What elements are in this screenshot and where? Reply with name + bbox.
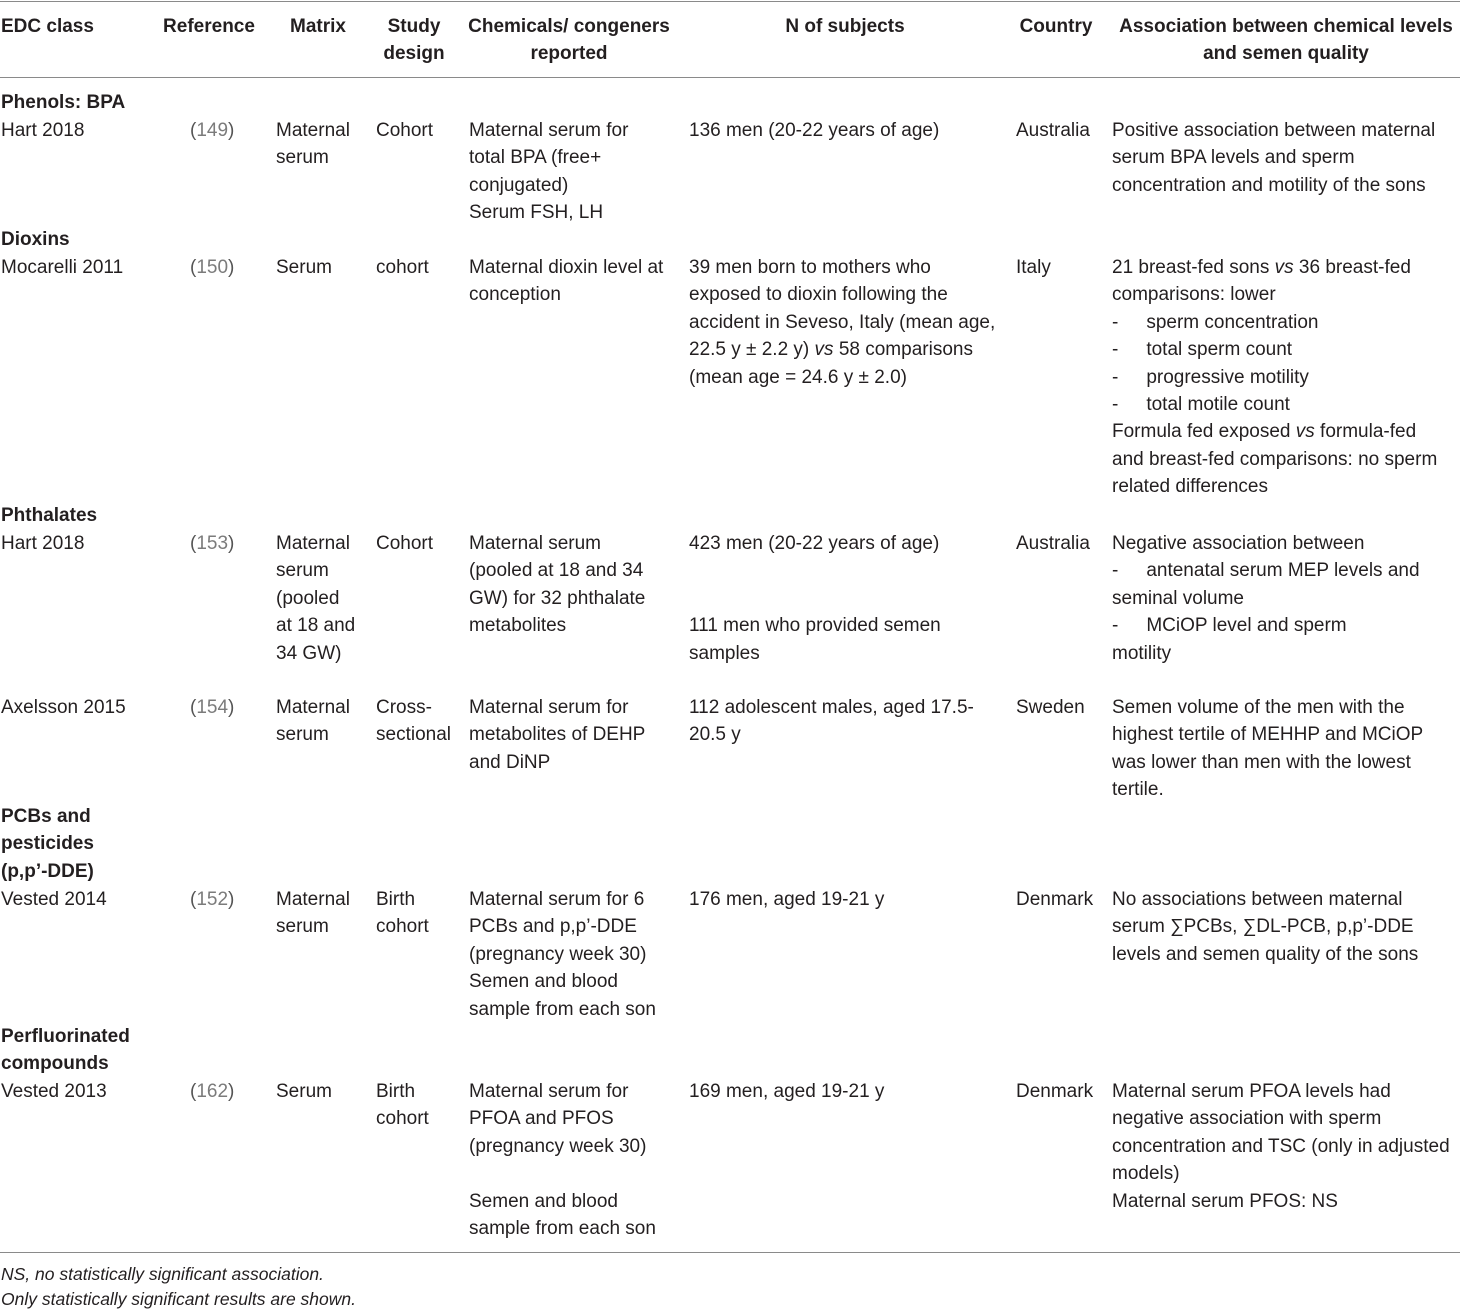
cell-study: Hart 2018: [1, 120, 85, 141]
header-country: Country: [1019, 16, 1093, 37]
cell-reference: (153): [190, 533, 235, 554]
cell-line: comparisons: lower: [1112, 284, 1276, 306]
cell-line: [689, 557, 941, 584]
cell-line: conjugated): [469, 174, 569, 196]
section-title: Phenols: BPA: [1, 92, 126, 113]
cell-country: Denmark: [1016, 889, 1094, 910]
cell-study: Mocarelli 2011: [1, 257, 124, 278]
footnote-significant: Only statistically significant results are shown.: [1, 1289, 356, 1309]
cell-matrix: Maternal serum: [276, 120, 350, 169]
top-rule: [0, 1, 1460, 2]
cell-study: Vested 2013: [1, 1081, 107, 1102]
cell-country: Australia: [1016, 533, 1090, 554]
cell-line: Negative association between: [1112, 533, 1365, 554]
cell-reference: (152): [190, 889, 235, 910]
reference-link[interactable]: 149: [196, 120, 229, 141]
cell-line: 112 adolescent males, aged 17.5-: [689, 697, 974, 718]
cell-design: Cohort: [376, 120, 434, 141]
section-title: Phthalates: [1, 505, 98, 526]
cell-reference: (150): [190, 257, 235, 278]
cell-line: Semen and blood: [469, 971, 618, 993]
cell-line: exposed to dioxin following the: [689, 284, 948, 306]
reference-link[interactable]: 153: [196, 533, 229, 554]
cell-country: Italy: [1016, 257, 1051, 278]
cell-matrix: Maternal serum: [276, 889, 350, 938]
cell-line: - sperm concentration: [1112, 311, 1319, 333]
cell-line: GW) for 32 phthalate: [469, 587, 646, 609]
cell-chemicals: [469, 530, 645, 640]
cell-line: - total sperm count: [1112, 339, 1293, 361]
bottom-rule: [0, 1252, 1460, 1253]
cell-line: - antenatal serum MEP levels and: [1112, 560, 1420, 582]
cell-study: Axelsson 2015: [1, 697, 126, 718]
cell-line: Maternal serum: [469, 533, 601, 554]
section-title: Perfluorinated compounds: [1, 1026, 130, 1075]
cell-line: serum BPA levels and sperm: [1112, 147, 1355, 169]
header-matrix: Matrix: [290, 16, 346, 37]
cell-country: Australia: [1016, 120, 1090, 141]
header-rule: [0, 77, 1460, 78]
cell-subjects: [689, 117, 939, 144]
header-reference: Reference: [163, 16, 255, 37]
cell-line: Maternal serum for: [469, 697, 629, 718]
cell-line: metabolites of DEHP: [469, 724, 646, 746]
cell-line: PFOA and PFOS: [469, 1108, 614, 1130]
cell-design: Cohort: [376, 533, 434, 554]
cell-line: negative association with sperm: [1112, 1108, 1382, 1130]
header-edc-class: EDC class: [1, 16, 94, 37]
cell-country: Denmark: [1016, 1081, 1094, 1102]
cell-study: Hart 2018: [1, 533, 85, 554]
cell-line: metabolites: [469, 615, 567, 637]
cell-line: Serum FSH, LH: [469, 202, 604, 224]
header-study-design: Study design: [383, 16, 445, 64]
cell-chemicals: [469, 254, 663, 309]
reference-link[interactable]: 162: [196, 1081, 229, 1102]
reference-link[interactable]: 154: [196, 697, 229, 718]
cell-chemicals: [469, 117, 628, 227]
cell-line: total BPA (free+: [469, 147, 602, 169]
cell-line: No associations between maternal: [1112, 889, 1403, 910]
cell-line: (pregnancy week 30): [469, 1135, 647, 1157]
cell-line: - progressive motility: [1112, 366, 1309, 388]
cell-line: samples: [689, 642, 760, 664]
cell-line: seminal volume: [1112, 587, 1244, 609]
cell-study: Vested 2014: [1, 889, 107, 910]
cell-line: was lower than men with the lowest: [1112, 751, 1411, 773]
cell-line: conception: [469, 284, 561, 306]
cell-line: [469, 1160, 656, 1187]
cell-subjects: [689, 886, 884, 913]
cell-association: [1112, 530, 1420, 667]
cell-line: Maternal serum for: [469, 120, 629, 141]
cell-line: concentration and motility of the sons: [1112, 174, 1426, 196]
section-title: Dioxins: [1, 229, 70, 250]
cell-line: Maternal serum PFOA levels had: [1112, 1081, 1391, 1102]
cell-chemicals: [469, 886, 656, 1023]
cell-line: 111 men who provided semen: [689, 615, 941, 637]
footnote-ns: NS, no statistically significant association.: [1, 1264, 324, 1284]
reference-link[interactable]: 150: [196, 257, 229, 278]
cell-line: 423 men (20-22 years of age): [689, 533, 940, 554]
cell-association: [1112, 886, 1418, 968]
cell-matrix: Maternal serum: [276, 697, 350, 746]
cell-chemicals: [469, 1078, 656, 1242]
cell-country: Sweden: [1016, 697, 1085, 718]
section-title: PCBs and pesticides (p,p’-DDE): [1, 806, 94, 882]
cell-line: sample from each son: [469, 1217, 656, 1239]
cell-reference: (149): [190, 120, 235, 141]
cell-design: Birth cohort: [376, 1081, 429, 1130]
cell-association: [1112, 117, 1435, 199]
cell-line: (pregnancy week 30): [469, 943, 647, 965]
header-n-subjects: N of subjects: [785, 16, 905, 37]
cell-matrix: Maternal serum (pooled at 18 and 34 GW): [276, 533, 356, 664]
cell-association: [1112, 254, 1437, 501]
cell-line: Formula fed exposed vs formula-fed: [1112, 421, 1417, 443]
cell-association: [1112, 694, 1423, 804]
cell-design: cohort: [376, 257, 429, 278]
cell-subjects: [689, 254, 995, 391]
cell-line: (mean age = 24.6 y ± 2.0): [689, 366, 907, 388]
cell-line: PCBs and p,p’-DDE: [469, 916, 637, 938]
cell-line: Maternal serum for: [469, 1081, 629, 1102]
cell-line: serum ∑PCBs, ∑DL-PCB, p,p’-DDE: [1112, 916, 1414, 938]
cell-association: [1112, 1078, 1450, 1215]
cell-matrix: Serum: [276, 1081, 332, 1102]
cell-line: 22.5 y ± 2.2 y) vs 58 comparisons: [689, 339, 973, 361]
cell-line: sample from each son: [469, 998, 656, 1020]
cell-line: 176 men, aged 19-21 y: [689, 889, 885, 910]
cell-line: Semen volume of the men with the: [1112, 697, 1405, 718]
cell-line: Maternal dioxin level at: [469, 257, 664, 278]
cell-line: [689, 585, 941, 612]
cell-subjects: [689, 530, 941, 667]
cell-design: Birth cohort: [376, 889, 429, 938]
cell-line: Maternal serum PFOS: NS: [1112, 1190, 1338, 1212]
cell-line: 21 breast-fed sons vs 36 breast-fed: [1112, 257, 1411, 278]
cell-line: levels and semen quality of the sons: [1112, 943, 1419, 965]
cell-line: 39 men born to mothers who: [689, 257, 931, 278]
cell-subjects: [689, 1078, 884, 1105]
cell-line: Semen and blood: [469, 1190, 618, 1212]
cell-subjects: [689, 694, 974, 749]
reference-link[interactable]: 152: [196, 889, 229, 910]
cell-line: models): [1112, 1163, 1180, 1185]
cell-line: - MCiOP level and sperm: [1112, 615, 1347, 637]
cell-line: 169 men, aged 19-21 y: [689, 1081, 885, 1102]
cell-line: (pooled at 18 and 34: [469, 560, 644, 582]
cell-line: related differences: [1112, 476, 1268, 498]
cell-line: and DiNP: [469, 751, 551, 773]
cell-line: motility: [1112, 642, 1172, 664]
cell-design: Cross-sectional: [376, 697, 451, 746]
cell-line: and breast-fed comparisons: no sperm: [1112, 448, 1438, 470]
cell-line: accident in Seveso, Italy (mean age,: [689, 311, 996, 333]
cell-reference: (162): [190, 1081, 235, 1102]
header-association: Association between chemical levels and semen quality: [1119, 16, 1453, 64]
cell-line: - total motile count: [1112, 393, 1290, 415]
cell-reference: (154): [190, 697, 235, 718]
cell-line: 20.5 y: [689, 724, 741, 746]
cell-line: Positive association between maternal: [1112, 120, 1436, 141]
cell-matrix: Serum: [276, 257, 332, 278]
cell-line: Maternal serum for 6: [469, 889, 645, 910]
cell-line: tertile.: [1112, 779, 1164, 801]
cell-line: concentration and TSC (only in adjusted: [1112, 1135, 1450, 1157]
cell-chemicals: [469, 694, 645, 776]
cell-line: highest tertile of MEHHP and MCiOP: [1112, 724, 1424, 746]
cell-line: 136 men (20-22 years of age): [689, 120, 940, 141]
header-chemicals: Chemicals/ congeners reported: [468, 16, 670, 64]
